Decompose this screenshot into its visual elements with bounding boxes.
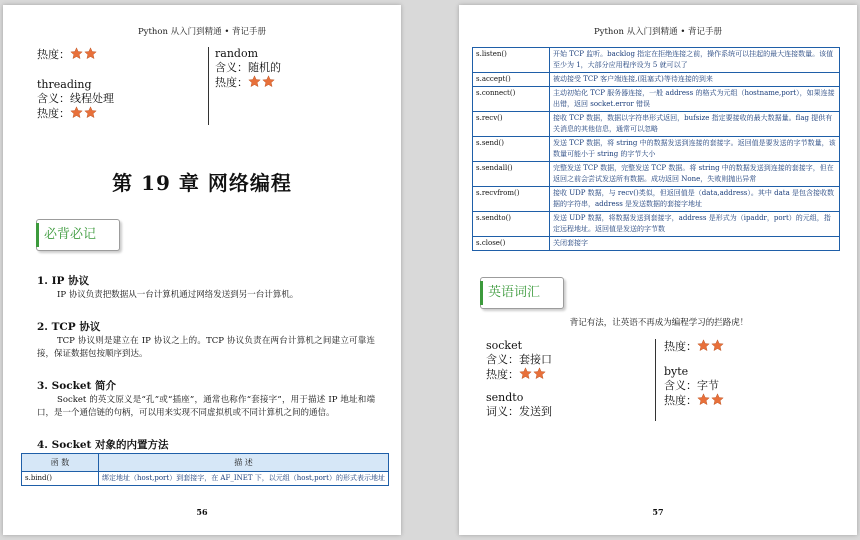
vocab-right-column <box>215 47 281 89</box>
table-row <box>473 237 840 251</box>
section-label-box: 必背必记 <box>36 219 120 251</box>
vocab-heat-row <box>486 367 552 381</box>
star-icon <box>711 393 724 406</box>
star-icon <box>84 106 97 119</box>
vocab-label: 热度： <box>664 394 697 407</box>
method-description: 绑定地址（host,port）到套接字，在 AF_INET 下，以元组（host,port）的形式表示地址 <box>99 472 389 486</box>
star-icon <box>248 75 261 88</box>
method-description: 发送 UDP 数据，将数据发送到套接字，address 是形式为（ipaddr，port）的元组，指定远程地址。返回值是发送的字节数 <box>550 212 840 237</box>
table-row <box>473 73 840 87</box>
table-row <box>473 162 840 187</box>
section-paragraph: Socket 的英文原义是“孔”或“插座”，通常也称作“套接字”，用于描述 IP 地址和端口，是一个通信链的句柄，可以用来实现不同虚拟机或不同计算机之间的通信。 <box>37 395 375 418</box>
vocab-word: random <box>215 47 258 60</box>
methods-table <box>472 47 840 251</box>
method-name: s.send() <box>473 137 550 162</box>
method-description: 接收 UDP 数据，与 recv()类似，但返回值是（data,address）。其中 data 是包含接收数据的字符串，address 是发送数据的套接字地址 <box>550 187 840 212</box>
method-description: 主动初始化 TCP 服务器连接，一般 address 的格式为元组（hostname,port），如果连接出错，返回 socket.error 错误 <box>550 87 840 112</box>
table-row <box>473 87 840 112</box>
star-icon <box>84 47 97 60</box>
vocab-heat-row <box>37 106 114 120</box>
method-name: s.bind() <box>22 472 99 486</box>
vocab-label: 热度： <box>37 48 70 61</box>
vocab-heat-row <box>664 339 725 353</box>
method-name: s.connect() <box>473 87 550 112</box>
star-rating <box>697 393 725 409</box>
vocab-word: threading <box>37 78 92 91</box>
method-description: 开始 TCP 监听。backlog 指定在拒绝连接之前，操作系统可以挂起的最大连接数量。该值至少为 1，大部分应用程序设为 5 就可以了 <box>550 48 840 73</box>
section-heading: 3. Socket 简介 <box>37 380 117 392</box>
running-head: Python 从入门到精通 • 背记手册 <box>593 27 723 37</box>
star-icon <box>533 367 546 380</box>
table-row <box>473 112 840 137</box>
section-label-box: 英语词汇 <box>480 277 564 309</box>
method-name: s.recv() <box>473 112 550 137</box>
star-icon <box>70 106 83 119</box>
star-icon <box>70 47 83 60</box>
vocab-divider <box>655 339 656 421</box>
intro-text: 背记有法，让英语不再成为编程学习的拦路虎！ <box>569 318 749 328</box>
vocab-heat-row <box>664 393 725 407</box>
vocab-left-column <box>37 47 114 120</box>
table-header: 描 述 <box>99 454 389 472</box>
method-description: 发送 TCP 数据，将 string 中的数据发送到连接的套接字。返回值是要发送的字节数量，该数量可能小于 string 的字节大小 <box>550 137 840 162</box>
vocab-meaning: 含义：线程处理 <box>37 92 114 105</box>
method-name: s.accept() <box>473 73 550 87</box>
method-description: 关闭套接字 <box>550 237 840 251</box>
vocab-label: 热度： <box>215 76 248 89</box>
method-description: 完整发送 TCP 数据，完整发送 TCP 数据。将 string 中的数据发送到连接的套接字，但在返回之前会尝试发送所有数据。成功返回 None，失败则抛出异常 <box>550 162 840 187</box>
vocab-heat-row <box>215 75 281 89</box>
running-head: Python 从入门到精通 • 背记手册 <box>137 27 267 37</box>
section-paragraph: TCP 协议则是建立在 IP 协议之上的。TCP 协议负责在两台计算机之间建立可靠连接，保证数据包按顺序到达。 <box>37 336 375 359</box>
vocab-word: byte <box>664 365 689 378</box>
section-heading: 1. IP 协议 <box>37 275 90 287</box>
vocab-divider <box>208 47 209 125</box>
star-rating <box>697 339 725 355</box>
methods-table <box>21 453 389 486</box>
method-description: 接收 TCP 数据，数据以字符串形式返回，bufsize 指定要接收的最大数据量。flag 提供有关消息的其他信息，通常可以忽略 <box>550 112 840 137</box>
vocab-word: sendto <box>486 391 524 404</box>
left-page <box>3 5 401 535</box>
method-name: s.close() <box>473 237 550 251</box>
vocab-heat-row <box>37 47 114 61</box>
star-icon <box>697 393 710 406</box>
star-icon <box>697 339 710 352</box>
star-icon <box>711 339 724 352</box>
table-header-row <box>22 454 389 472</box>
star-rating <box>70 106 98 122</box>
section-heading: 4. Socket 对象的内置方法 <box>37 439 169 451</box>
vocab-meaning: 含义：字节 <box>664 379 719 392</box>
table-row <box>473 212 840 237</box>
method-name: s.sendall() <box>473 162 550 187</box>
vocab-label: 热度： <box>664 340 697 353</box>
right-page <box>459 5 857 535</box>
star-rating <box>519 367 547 383</box>
star-icon <box>519 367 532 380</box>
table-row <box>22 472 389 486</box>
chapter-title: 第 19 章 网络编程 <box>112 171 292 195</box>
method-name: s.listen() <box>473 48 550 73</box>
section-paragraph: IP 协议负责把数据从一台计算机通过网络发送到另一台计算机。 <box>57 290 299 300</box>
page-number: 57 <box>652 507 664 517</box>
vocab-right-column <box>664 339 725 407</box>
vocab-meaning: 词义：发送到 <box>486 405 552 418</box>
star-rating <box>70 47 98 63</box>
page-number: 56 <box>196 507 208 517</box>
star-rating <box>248 75 276 91</box>
table-row <box>473 187 840 212</box>
vocab-word: socket <box>486 339 523 352</box>
vocab-meaning: 含义：套接口 <box>486 353 552 366</box>
vocab-left-column <box>486 339 552 419</box>
vocab-meaning: 含义：随机的 <box>215 61 281 74</box>
method-description: 被动接受 TCP 客户端连接,(阻塞式)等待连接的到来 <box>550 73 840 87</box>
method-name: s.sendto() <box>473 212 550 237</box>
table-row <box>473 48 840 73</box>
table-header: 函 数 <box>22 454 99 472</box>
vocab-label: 热度： <box>486 368 519 381</box>
section-heading: 2. TCP 协议 <box>37 321 101 333</box>
star-icon <box>262 75 275 88</box>
vocab-label: 热度： <box>37 107 70 120</box>
method-name: s.recvfrom() <box>473 187 550 212</box>
table-row <box>473 137 840 162</box>
